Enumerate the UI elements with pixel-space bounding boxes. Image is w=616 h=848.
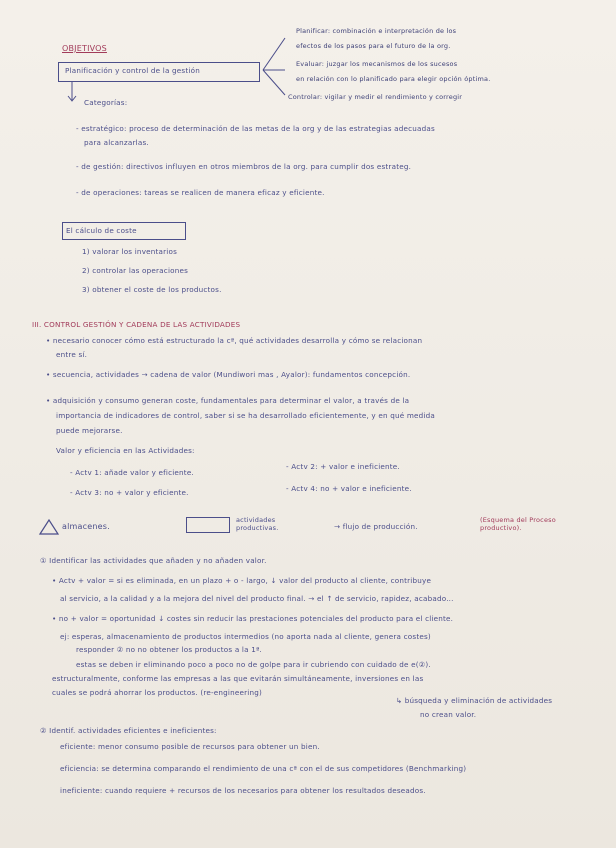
point1-line-2: al servicio, a la calidad y a la mejora del nivel del producto final. → el ↑ de servicio, rapidez, acabado... bbox=[60, 594, 454, 603]
actv-1: - Actv 1: añade valor y eficiente. bbox=[70, 468, 194, 477]
section-line-2: entre sí. bbox=[56, 350, 88, 359]
down-arrow-icon bbox=[66, 82, 78, 104]
right-line-4: en relación con lo planificado para elegir opción óptima. bbox=[296, 75, 491, 83]
category-item-1: - estratégico: proceso de determinación de las metas de la org y de las estrategias adecuadas bbox=[76, 124, 435, 133]
legend-storage: almacenes. bbox=[62, 522, 110, 531]
point1-line-6: estas se deben ir eliminando poco a poco no de golpe para ir cubriendo con cuidado de e(②). bbox=[76, 660, 431, 669]
cost-box-label: El cálculo de coste bbox=[66, 226, 137, 235]
point1-line-8: cuales se podrá ahorrar los productos. (re-engineering) bbox=[52, 688, 262, 697]
page-title: OBJETIVOS bbox=[62, 44, 107, 53]
triangle-icon bbox=[38, 518, 60, 536]
cost-item-2: 2) controlar las operaciones bbox=[82, 266, 189, 275]
section-line-6: puede mejorarse. bbox=[56, 426, 123, 435]
point2-line-2: eficiencia: se determina comparando el rendimiento de una cª con el de sus competidores (Benchmarking) bbox=[60, 764, 467, 773]
right-line-3: Evaluar: juzgar los mecanismos de los sucesos bbox=[296, 60, 458, 68]
point2-line-1: eficiente: menor consumo posible de recursos para obtener un bien. bbox=[60, 742, 320, 751]
actv-3: - Actv 3: no + valor y eficiente. bbox=[70, 488, 189, 497]
point1-line-5: responder ② no no obtener los productos a la 1ª. bbox=[76, 645, 263, 654]
point2-title: ② Identif. actividades eficientes e ineficientes: bbox=[40, 726, 217, 735]
section-heading: III. CONTROL GESTIÓN Y CADENA DE LAS ACTIVIDADES bbox=[32, 320, 241, 329]
section-line-4: • adquisición y consumo generan coste, fundamentales para determinar el valor, a través de la bbox=[46, 396, 410, 405]
planning-box-label: Planificación y control de la gestión bbox=[65, 66, 200, 75]
point1-line-10: no crean valor. bbox=[420, 710, 477, 719]
category-item-2: - de gestión: directivos influyen en otros miembros de la org. para cumplir dos estrateg. bbox=[76, 162, 412, 171]
cost-item-1: 1) valorar los inventarios bbox=[82, 247, 178, 256]
right-line-2: efectos de los pasos para el futuro de la org. bbox=[296, 42, 451, 50]
legend-flow: → flujo de producción. bbox=[334, 522, 418, 531]
point1-line-1: • Actv + valor = si es eliminada, en un plazo + o - largo, ↓ valor del producto al cliente, contribuye bbox=[52, 576, 432, 585]
cost-item-3: 3) obtener el coste de los productos. bbox=[82, 285, 222, 294]
legend-activities: actividades productivas. bbox=[236, 516, 279, 532]
section-line-1: • necesario conocer cómo está estructurado la cª, qué actividades desarrolla y cómo se relacionan bbox=[46, 336, 423, 345]
point1-title: ① Identificar las actividades que añaden y no añaden valor. bbox=[40, 556, 267, 565]
right-line-1: Planificar: combinación e interpretación de los bbox=[296, 27, 457, 35]
section-line-7: Valor y eficiencia en las Actividades: bbox=[56, 446, 195, 455]
actv-2: - Actv 2: + valor e ineficiente. bbox=[286, 462, 400, 471]
category-item-3: - de operaciones: tareas se realicen de manera eficaz y eficiente. bbox=[76, 188, 325, 197]
point1-line-9: ↳ búsqueda y eliminación de actividades bbox=[396, 696, 553, 705]
point2-line-3: ineficiente: cuando requiere + recursos de los necesarios para obtener los resultados deseados. bbox=[60, 786, 426, 795]
point1-line-7: estructuralmente, conforme las empresas a las que evitarán simultáneamente, inversiones en las bbox=[52, 674, 424, 683]
actv-4: - Actv 4: no + valor e ineficiente. bbox=[286, 484, 412, 493]
rectangle-icon bbox=[186, 517, 230, 533]
right-line-5: Controlar: vigilar y medir el rendimiento y corregir bbox=[288, 93, 463, 101]
legend-note: (Esquema del Proceso productivo). bbox=[480, 516, 556, 532]
section-line-5: importancia de indicadores de control, saber si se ha desarrollado eficientemente, y en qué medida bbox=[56, 411, 435, 420]
categories-label: Categorías: bbox=[84, 98, 128, 107]
category-item-1b: para alcanzarlas. bbox=[84, 138, 149, 147]
section-line-3: • secuencia, actividades → cadena de valor (Mundiwori mas , Ayalor): fundamentos concepción. bbox=[46, 370, 411, 379]
point1-line-3: • no + valor = oportunidad ↓ costes sin reducir las prestaciones potenciales del producto para el cliente. bbox=[52, 614, 454, 623]
point1-line-4: ej: esperas, almacenamiento de productos intermedios (no aporta nada al cliente, genera costes) bbox=[60, 632, 431, 641]
